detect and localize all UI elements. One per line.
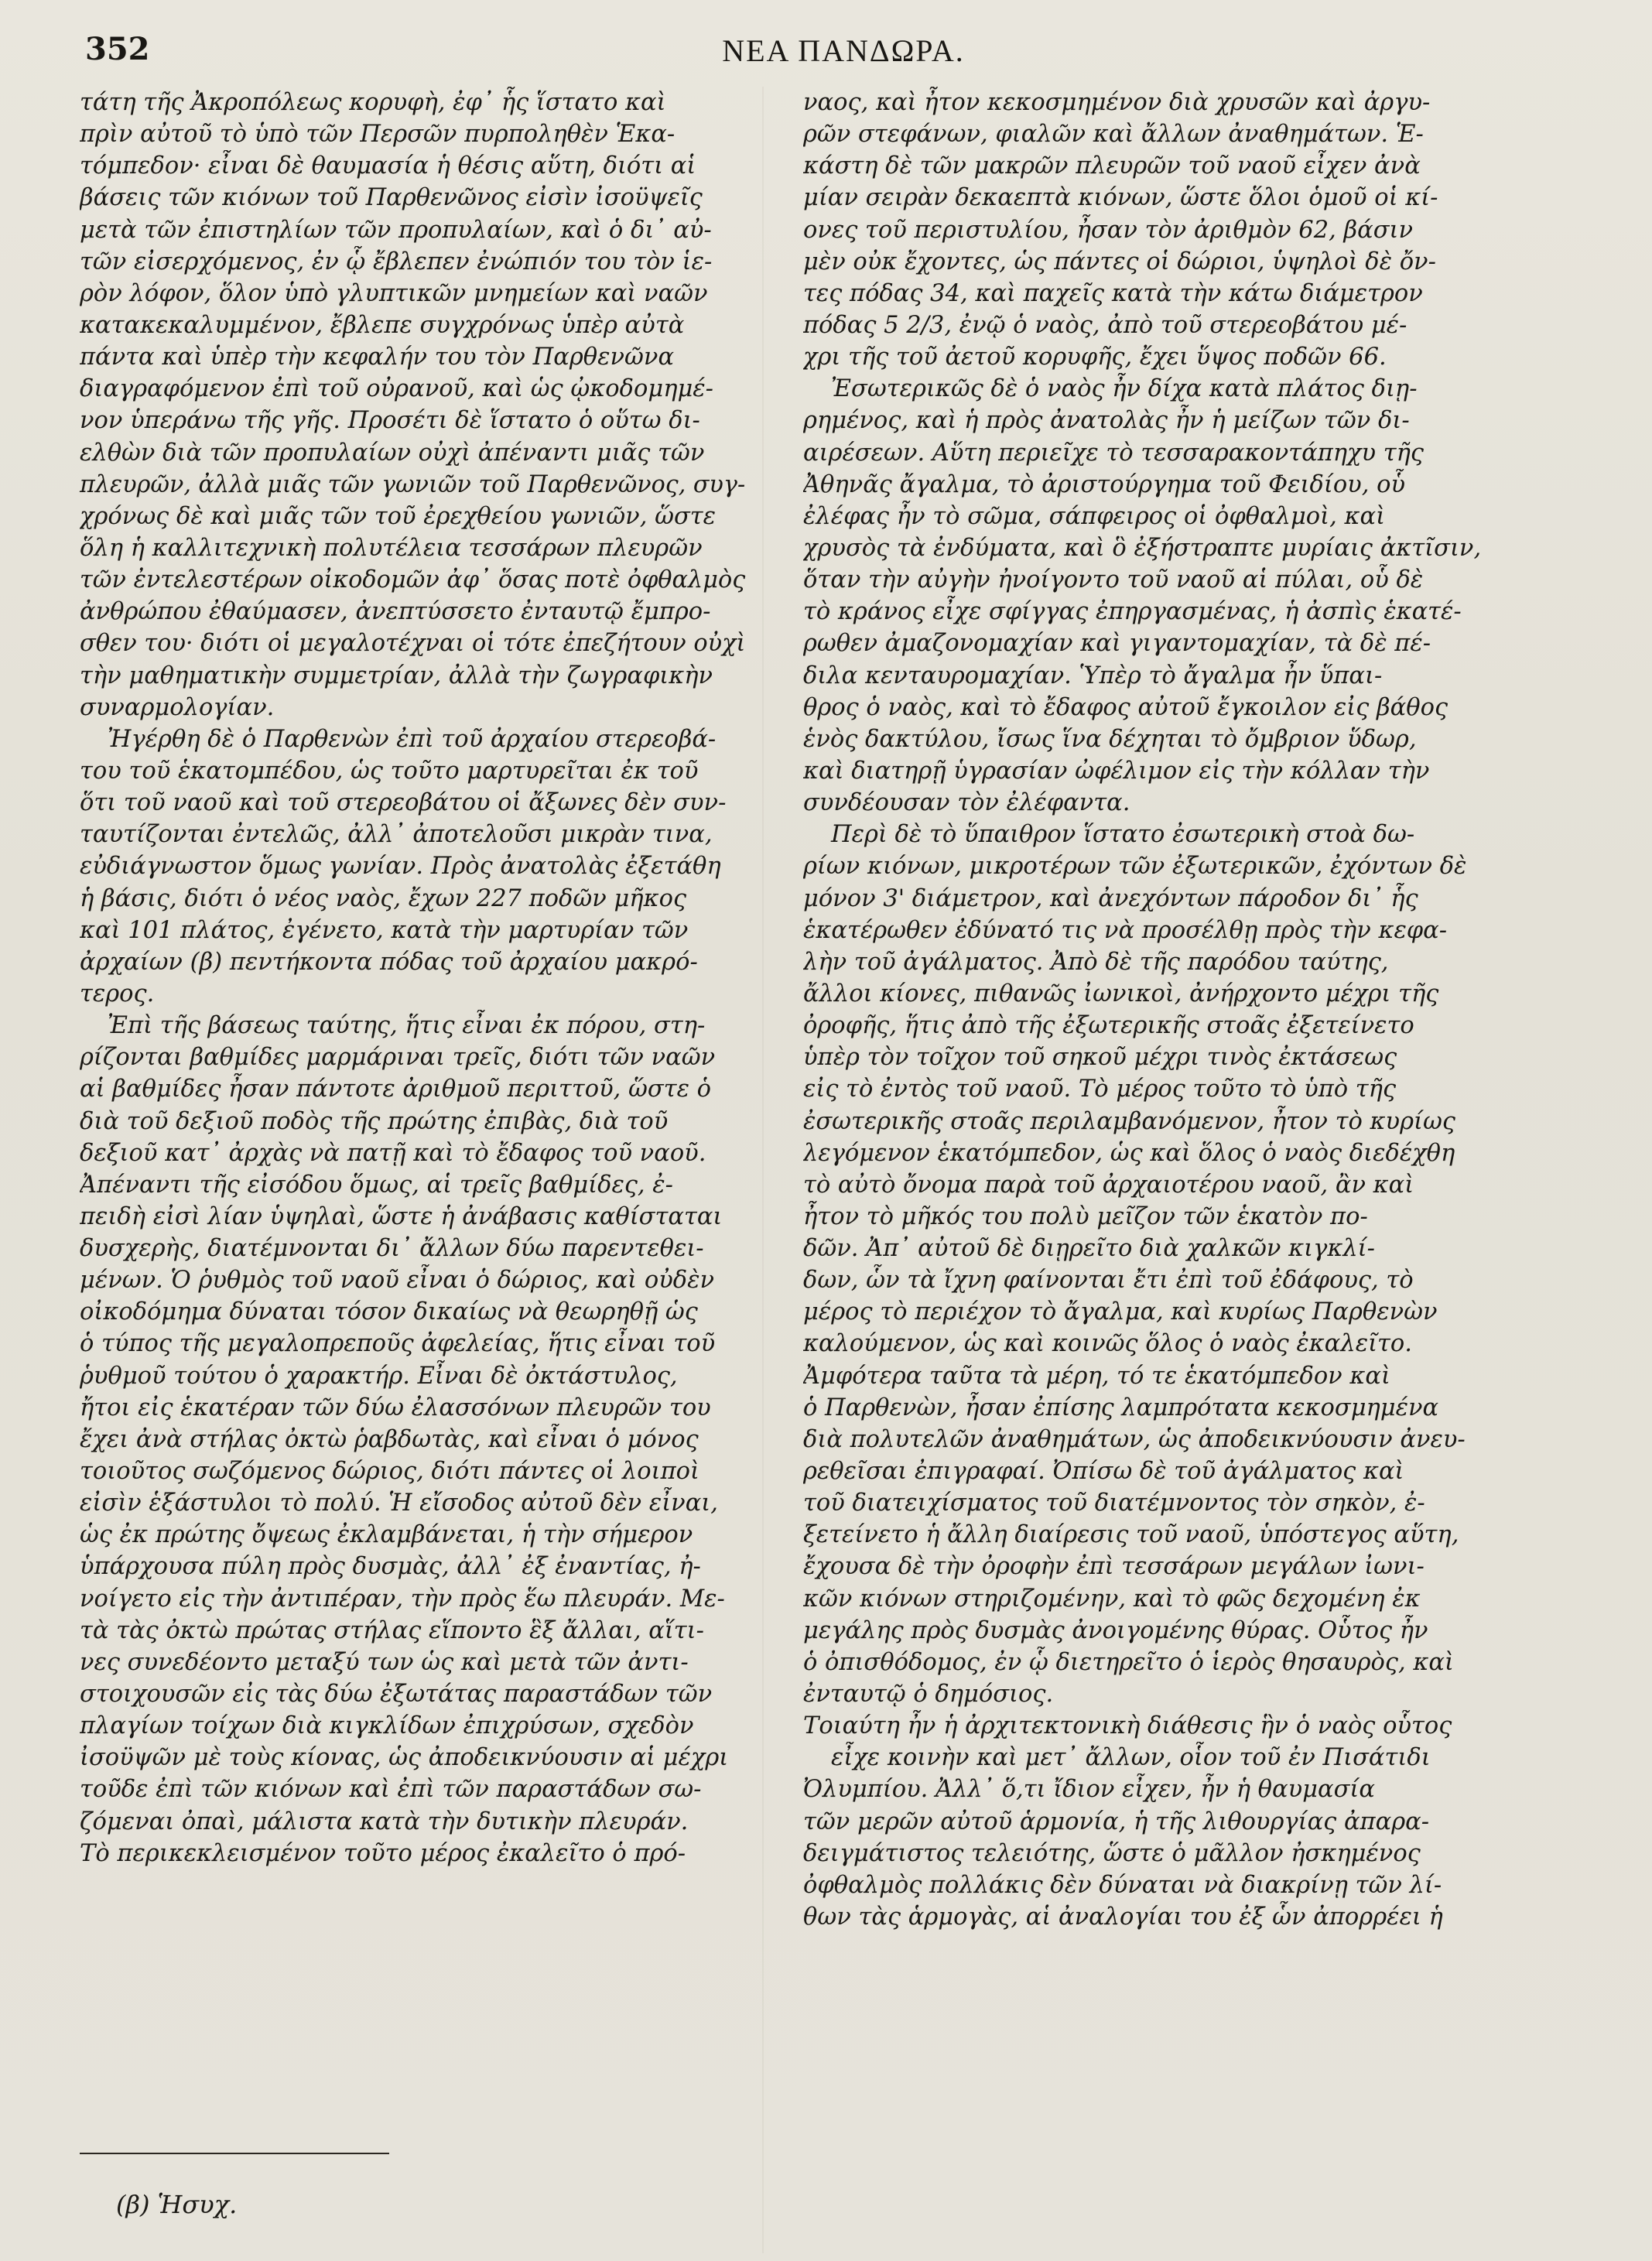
text-line: εἰς τὸ ἐντὸς τοῦ ναοῦ. Τὸ μέρος τοῦτο τὸ ὑπὸ τῆς [803,1076,1397,1103]
text-line: δῶν. Ἀπ᾽ αὐτοῦ δὲ διῃρεῖτο διὰ χαλκῶν κιγκλί- [803,1235,1375,1263]
text-line: τὴν μαθηματικὴν συμμετρίαν, ἀλλὰ τὴν ζωγραφικὴν [80,662,713,689]
text-line: πρὶν αὐτοῦ τὸ ὑπὸ τῶν Περσῶν πυρποληθὲν Ἑκα- [80,121,676,149]
footnote: (β) Ἡσυχ. [116,2190,238,2219]
text-line: ρημένος, καὶ ἡ πρὸς ἀνατολὰς ἦν ἡ μείζων τῶν δι- [803,407,1410,435]
text-line: ὁ ὀπισθόδομος, ἐν ᾧ διετηρεῖτο ὁ ἱερὸς θησαυρὸς, καὶ [803,1648,1454,1676]
text-line: διὰ τοῦ δεξιοῦ ποδὸς τῆς πρώτης ἐπιβὰς, διὰ τοῦ [80,1107,669,1135]
text-line: θρος ὁ ναὸς, καὶ τὸ ἔδαφος αὐτοῦ ἔγκοιλον εἰς βάθος [803,693,1448,721]
text-line: συναρμολογίαν. [80,693,275,721]
text-line: ὡς ἐκ πρώτης ὄψεως ἐκλαμβάνεται, ἡ τὴν σήμερον [80,1521,693,1549]
text-line: δεξιοῦ κατ᾽ ἀρχὰς νὰ πατῇ καὶ τὸ ἔδαφος τοῦ ναοῦ. [80,1139,706,1167]
text-line: νοίγετο εἰς τὴν ἀντιπέραν, τὴν πρὸς ἕω πλευράν. Με- [80,1585,725,1613]
text-line: ἑνὸς δακτύλου, ἴσως ἵνα δέχηται τὸ ὄμβριον ὕδωρ, [803,725,1417,753]
text-line: κῶν κιόνων στηριζομένην, καὶ τὸ φῶς δεχομένη ἐκ [803,1585,1421,1613]
text-line: Ἀθηνᾶς ἄγαλμα, τὸ ἀριστούργημα τοῦ Φειδίου, οὗ [803,470,1406,498]
text-line: ρεθεῖσαι ἐπιγραφαί. Ὀπίσω δὲ τοῦ ἀγάλματος καὶ [803,1458,1404,1486]
text-line: ἑκατέρωθεν ἐδύνατό τις νὰ προσέλθῃ πρὸς τὴν κεφα- [803,916,1448,944]
text-line: ρὸν λόφον, ὅλον ὑπὸ γλυπτικῶν μνημείων καὶ ναῶν [80,279,708,307]
right-column [803,87,1577,1933]
text-line: ἐσωτερικῆς στοᾶς περιλαμβανόμενον, ἦτον τὸ κυρίως [803,1107,1455,1135]
text-line: συνδέουσαν τὸν ἐλέφαντα. [803,789,1130,817]
text-line: του τοῦ ἑκατομπέδου, ὡς τοῦτο μαρτυρεῖται ἐκ τοῦ [80,757,699,785]
text-line: τοῦ διατειχίσματος τοῦ διατέμνοντος τὸν σηκὸν, ἐ- [803,1490,1425,1517]
left-column [80,87,745,1869]
text-line: Ἐσωτερικῶς δὲ ὁ ναὸς ἦν δίχα κατὰ πλάτος διῃ- [831,375,1418,403]
text-line: δειγμάτιστος τελειότης, ὥστε ὁ μᾶλλον ἠσκημένος [803,1839,1421,1867]
text-line: πόδας 5 2/3, ἐνῷ ὁ ναὸς, ἀπὸ τοῦ στερεοβάτου μέ- [803,311,1407,339]
text-line: κάστη δὲ τῶν μακρῶν πλευρῶν τοῦ ναοῦ εἶχεν ἀνὰ [803,152,1421,180]
text-line: αιρέσεων. Αὕτη περιεῖχε τὸ τεσσαρακοντάπηχυ τῆς [803,439,1424,467]
text-line: Ἀπέναντι τῆς εἰσόδου ὅμως, αἱ τρεῖς βαθμίδες, ἐ- [80,1171,673,1199]
text-line: οἰκοδόμημα δύναται τόσον δικαίως νὰ θεωρηθῇ ὡς [80,1298,698,1326]
text-line: ζόμεναι ὀπαὶ, μάλιστα κατὰ τὴν δυτικὴν πλευράν. [80,1808,689,1835]
text-line: νες συνεδέοντο μεταξύ των ὡς καὶ μετὰ τῶν ἀντι- [80,1648,689,1676]
text-line: σθεν του· διότι οἱ μεγαλοτέχναι οἱ τότε ἐπεζήτουν οὐχὶ [80,630,746,658]
text-line: δυσχερὴς, διατέμνονται δι᾽ ἄλλων δύω παρεντεθει- [80,1235,704,1263]
text-line: εἰσὶν ἑξάστυλοι τὸ πολύ. Ἡ εἴσοδος αὐτοῦ δὲν εἶναι, [80,1490,718,1517]
text-line: ἤτοι εἰς ἑκατέραν τῶν δύω ἐλασσόνων πλευρῶν του [80,1394,711,1421]
text-line: εἶχε κοινὴν καὶ μετ᾽ ἄλλων, οἷον τοῦ ἐν Πισάτιδι [831,1744,1431,1772]
text-line: μέρος τὸ περιέχον τὸ ἄγαλμα, καὶ κυρίως Παρθενὼν [803,1298,1438,1326]
text-line: διὰ πολυτελῶν ἀναθημάτων, ὡς ἀποδεικνύουσιν ἀνευ- [803,1425,1466,1453]
text-line: ἐνταυτῷ ὁ δημόσιος. [803,1681,1054,1709]
text-line: χρυσὸς τὰ ἐνδύματα, καὶ ὃ ἐξήστραπτε μυρίαις ἀκτῖσιν, [803,534,1482,562]
text-line: τὸ κράνος εἶχε σφίγγας ἐπηργασμένας, ἡ ἀσπὶς ἑκατέ- [803,598,1462,626]
text-line: μένων. Ὁ ῥυθμὸς τοῦ ναοῦ εἶναι ὁ δώριος, καὶ οὐδὲν [80,1267,715,1295]
text-line: ῥυθμοῦ τούτου ὁ χαρακτήρ. Εἶναι δὲ ὀκτάστυλος, [80,1362,678,1390]
text-line: πλαγίων τοίχων διὰ κιγκλίδων ἐπιχρύσων, σχεδὸν [80,1712,694,1740]
text-line: καὶ 101 πλάτος, ἐγένετο, κατὰ τὴν μαρτυρίαν τῶν [80,916,689,944]
text-line: λὴν τοῦ ἀγάλματος. Ἀπὸ δὲ τῆς παρόδου ταύτης, [803,948,1389,976]
text-line: μίαν σειρὰν δεκαεπτὰ κιόνων, ὥστε ὅλοι ὁμοῦ οἱ κί- [803,184,1438,212]
text-line: ὀφθαλμὸς πολλάκις δὲν δύναται νὰ διακρίνῃ τῶν λί- [803,1871,1442,1899]
text-line: Ὀλυμπίου. Ἀλλ᾽ ὅ,τι ἴδιον εἶχεν, ἦν ἡ θαυμασία [803,1776,1375,1804]
text-line: ὑπάρχουσα πύλη πρὸς δυσμὰς, ἀλλ᾽ ἐξ ἐναντίας, ἠ- [80,1553,701,1581]
text-line: τῶν ἐντελεστέρων οἰκοδομῶν ἀφ᾽ ὅσας ποτὲ ὀφθαλμὸς [80,566,746,594]
text-line: ονες τοῦ περιστυλίου, ἦσαν τὸν ἀριθμὸν 62, βάσιν [803,216,1414,244]
text-line: στοιχουσῶν εἰς τὰς δύω ἐξωτάτας παραστάδων τῶν [80,1681,713,1709]
text-line: Ἐπὶ τῆς βάσεως ταύτης, ἥτις εἶναι ἐκ πόρου, στη- [108,1012,706,1040]
text-line: τὸ αὐτὸ ὄνομα παρὰ τοῦ ἀρχαιοτέρου ναοῦ, ἂν καὶ [803,1171,1414,1199]
text-line: εὐδιάγνωστον ὅμως γωνίαν. Πρὸς ἀνατολὰς ἐξετάθη [80,853,721,881]
footnote-rule [80,2153,389,2154]
text-line: θων τὰς ἁρμογὰς, αἱ ἀναλογίαι του ἐξ ὧν ἀπορρέει ἡ [803,1904,1443,1931]
text-line: ἰσοϋψῶν μὲ τοὺς κίονας, ὡς ἀποδεικνύουσιν αἱ μέχρι [80,1744,729,1772]
text-line: πάντα καὶ ὑπὲρ τὴν κεφαλήν του τὸν Παρθενῶνα [80,344,675,371]
text-line: καὶ διατηρῇ ὑγρασίαν ὠφέλιμον εἰς τὴν κόλλαν τὴν [803,757,1430,785]
text-line: ἀρχαίων (β) πεντήκοντα πόδας τοῦ ἀρχαίου μακρό- [80,948,698,976]
text-line: τῶν μερῶν αὐτοῦ ἁρμονία, ἡ τῆς λιθουργίας ἀπαρα- [803,1808,1430,1835]
text-line: ελθὼν διὰ τῶν προπυλαίων οὐχὶ ἀπέναντι μιᾶς τῶν [80,439,705,467]
text-line: τοῦδε ἐπὶ τῶν κιόνων καὶ ἐπὶ τῶν παραστάδων σω- [80,1776,702,1804]
text-line: πειδὴ εἰσὶ λίαν ὑψηλαὶ, ὥστε ἡ ἀνάβασις καθίσταται [80,1202,723,1230]
text-line: Ἠγέρθη δὲ ὁ Παρθενὼν ἐπὶ τοῦ ἀρχαίου στερεοβά- [108,725,717,753]
text-line: ὅλη ἡ καλλιτεχνικὴ πολυτέλεια τεσσάρων πλευρῶν [80,534,703,562]
text-line: βάσεις τῶν κιόνων τοῦ Παρθενῶνος εἰσὶν ἰσοϋψεῖς [80,184,703,212]
text-line: καλούμενον, ὡς καὶ κοινῶς ὅλος ὁ ναὸς ἐκαλεῖτο. [803,1330,1412,1358]
text-line: διαγραφόμενον ἐπὶ τοῦ οὐρανοῦ, καὶ ὡς ᾠκοδομημέ- [80,375,713,403]
text-line: χρι τῆς τοῦ ἀετοῦ κορυφῆς, ἔχει ὕψος ποδῶν 66. [803,344,1387,371]
text-line: Ἀμφότερα ταῦτα τὰ μέρη, τό τε ἑκατόμπεδον καὶ [803,1362,1390,1390]
column-gutter [762,87,764,2253]
text-line: δων, ὧν τὰ ἴχνη φαίνονται ἔτι ἐπὶ τοῦ ἐδάφους, τὸ [803,1267,1414,1295]
text-line: ρωθεν ἀμαζονομαχίαν καὶ γιγαντομαχίαν, τὰ δὲ πέ- [803,630,1431,658]
text-line: ἔχουσα δὲ τὴν ὀροφὴν ἐπὶ τεσσάρων μεγάλων ἰωνι- [803,1553,1425,1581]
text-line: τερος. [80,980,155,1007]
text-line: πλευρῶν, ἀλλὰ μιᾶς τῶν γωνιῶν τοῦ Παρθενῶνος, συγ- [80,470,746,498]
text-line: ρίζονται βαθμίδες μαρμάριναι τρεῖς, διότι τῶν ναῶν [80,1044,716,1072]
text-line: μὲν οὐκ ἔχοντες, ὡς πάντες οἱ δώριοι, ὑψηλοὶ δὲ ὄν- [803,248,1436,275]
text-line: τῶν εἰσερχόμενος, ἐν ᾧ ἔβλεπεν ἐνώπιόν του τὸν ἱε- [80,248,713,275]
text-line: τοιοῦτος σωζόμενος δώριος, διότι πάντες οἱ λοιποὶ [80,1458,699,1486]
text-line: τάτη τῆς Ἀκροπόλεως κορυφὴ, ἐφ᾽ ἧς ἵστατο καὶ [80,89,666,116]
text-line: μετὰ τῶν ἐπιστηλίων τῶν προπυλαίων, καὶ ὁ δι᾽ αὐ- [80,216,712,244]
text-line: τὰ τὰς ὀκτὼ πρώτας στήλας εἵποντο ἓξ ἄλλαι, αἵτι- [80,1616,704,1644]
text-line: ναος, καὶ ἦτον κεκοσμημένον διὰ χρυσῶν καὶ ἀργυ- [803,89,1431,116]
text-line: ἀνθρώπου ἐθαύμασεν, ἀνεπτύσσετο ἐνταυτῷ ἔμπρο- [80,598,711,626]
text-line: ὅταν τὴν αὐγὴν ἠνοίγοντο τοῦ ναοῦ αἱ πύλαι, οὗ δὲ [803,566,1424,594]
text-line: ἡ βάσις, διότι ὁ νέος ναὸς, ἔχων 227 ποδῶν μῆκος [80,884,687,912]
text-line: μόνον 3' διάμετρον, καὶ ἀνεχόντων πάροδον δι᾽ ἧς [803,884,1418,912]
text-line: ταυτίζονται ἐντελῶς, ἀλλ᾽ ἀποτελοῦσι μικρὰν τινα, [80,821,713,849]
text-line: χρόνως δὲ καὶ μιᾶς τῶν τοῦ ἐρεχθείου γωνιῶν, ὥστε [80,502,717,530]
text-line: ὑπὲρ τὸν τοῖχον τοῦ σηκοῦ μέχρι τινὸς ἐκτάσεως [803,1044,1397,1072]
text-line: ρίων κιόνων, μικροτέρων τῶν ἐξωτερικῶν, ἐχόντων δὲ [803,853,1467,881]
text-line: ἐλέφας ἦν τὸ σῶμα, σάπφειρος οἱ ὀφθαλμοὶ, καὶ [803,502,1386,530]
text-line: ὁ Παρθενὼν, ἦσαν ἐπίσης λαμπρότατα κεκοσμημένα [803,1394,1439,1421]
text-line: κατακεκαλυμμένον, ἔβλεπε συγχρόνως ὑπὲρ αὐτὰ [80,311,685,339]
page-header [85,31,1602,77]
text-line: τες πόδας 34, καὶ παχεῖς κατὰ τὴν κάτω διάμετρον [803,279,1423,307]
text-line: αἱ βαθμίδες ἦσαν πάντοτε ἀριθμοῦ περιττοῦ, ὥστε ὁ [80,1076,712,1103]
text-line: ἦτον τὸ μῆκός του πολὺ μεῖζον τῶν ἑκατὸν πο- [803,1202,1368,1230]
text-line: διλα κενταυρομαχίαν. Ὑπὲρ τὸ ἄγαλμα ἦν ὕπαι- [803,662,1383,689]
text-line: Τὸ περικεκλεισμένον τοῦτο μέρος ἐκαλεῖτο ὁ πρό- [80,1839,686,1867]
text-line: ἄλλοι κίονες, πιθανῶς ἰωνικοὶ, ἀνήρχοντο μέχρι τῆς [803,980,1439,1007]
text-line: νον ὑπεράνω τῆς γῆς. Προσέτι δὲ ἵστατο ὁ οὕτω δι- [80,407,700,435]
text-line: ξετείνετο ἡ ἄλλη διαίρεσις τοῦ ναοῦ, ὑπόστεγος αὕτη, [803,1521,1459,1549]
text-line: λεγόμενον ἑκατόμπεδον, ὡς καὶ ὅλος ὁ ναὸς διεδέχθη [803,1139,1455,1167]
text-line: τόμπεδον· εἶναι δὲ θαυμασία ἡ θέσις αὕτη, διότι αἱ [80,152,696,180]
running-title: ΝΕΑ ΠΑΝΔΩΡΑ. [722,33,965,68]
text-line: ὅτι τοῦ ναοῦ καὶ τοῦ στερεοβάτου οἱ ἄξωνες δὲν συν- [80,789,727,817]
text-line: ρῶν στεφάνων, φιαλῶν καὶ ἄλλων ἀναθημάτων. Ἑ- [803,121,1424,149]
page-number: 352 [85,31,150,67]
text-line: ἔχει ἀνὰ στήλας ὀκτὼ ῥαβδωτὰς, καὶ εἶναι ὁ μόνος [80,1425,699,1453]
text-line: ὁ τύπος τῆς μεγαλοπρεποῦς ἀφελείας, ἥτις εἶναι τοῦ [80,1330,716,1358]
text-line: μεγάλης πρὸς δυσμὰς ἀνοιγομένης θύρας. Οὗτος ἦν [803,1616,1428,1644]
text-line: ὀροφῆς, ἥτις ἀπὸ τῆς ἐξωτερικῆς στοᾶς ἐξετείνετο [803,1012,1414,1040]
text-line: Τοιαύτη ἦν ἡ ἀρχιτεκτονικὴ διάθεσις ἣν ὁ ναὸς οὗτος [803,1712,1452,1740]
text-line: Περὶ δὲ τὸ ὕπαιθρον ἵστατο ἐσωτερικὴ στοὰ δω- [831,821,1415,849]
